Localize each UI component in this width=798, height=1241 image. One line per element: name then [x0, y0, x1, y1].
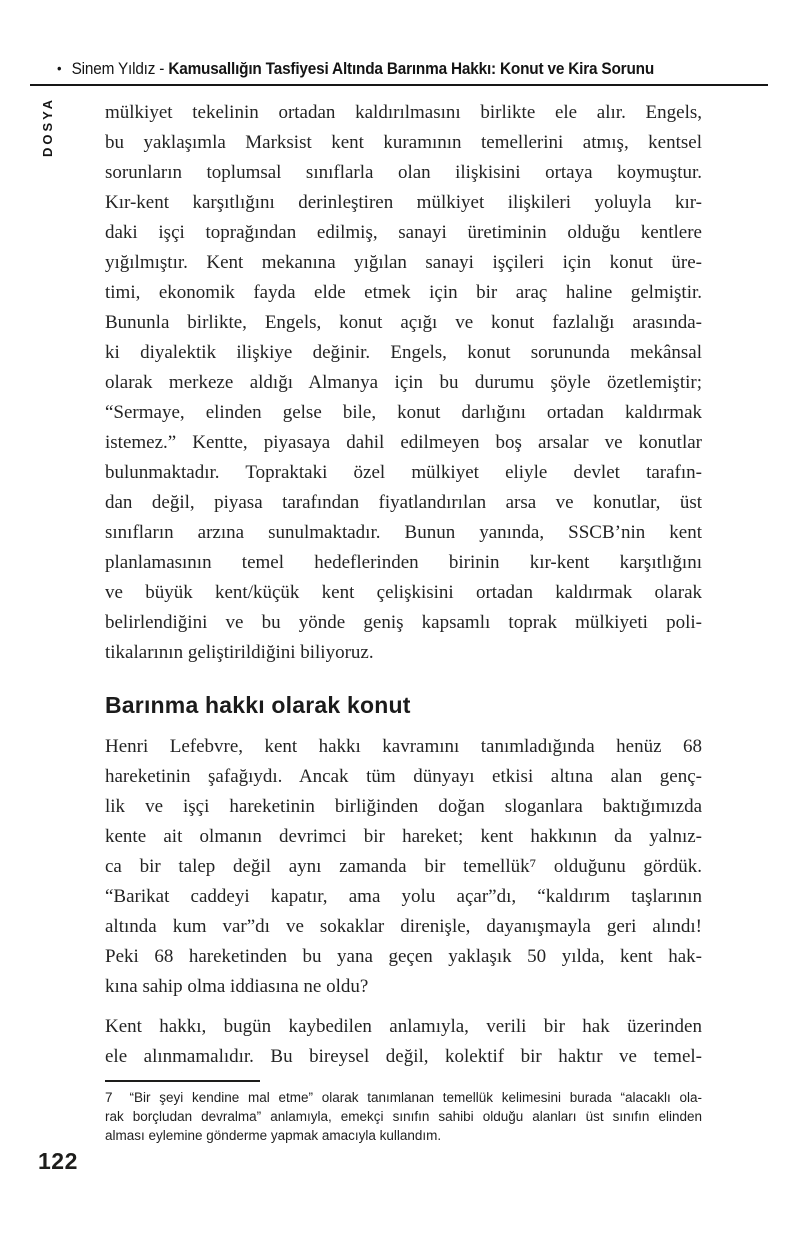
paragraph-engels: [105, 98, 702, 668]
text-line: kente ait olmanın devrimci bir hareket; kent hakkının da yalnız-: [105, 826, 702, 847]
text-line: Kır-kent karşıtlığını derinleştiren mülkiyet ilişkileri yoluyla kır-: [105, 192, 702, 213]
text-line: belirlendiğini ve bu yönde geniş kapsamlı toprak mülkiyeti poli-: [105, 612, 702, 633]
text-line: hareketinin şafağıydı. Ancak tüm dünyayı etkisi altına alan genç-: [105, 766, 702, 787]
footnote-marker: 7: [105, 1090, 113, 1105]
header-article-title: Kamusallığın Tasfiyesi Altında Barınma Hakkı: Konut ve Kira Sorunu: [168, 60, 655, 78]
header-rule: [30, 84, 768, 86]
text-line: sınıfların arzına sunulmaktadır. Bunun yanında, SSCB’nin kent: [105, 522, 702, 543]
text-line: “Barikat caddeyi kapatır, ama yolu açar”dı, “kaldırım taşlarının: [105, 886, 702, 907]
text-line: ki diyalektik ilişkiye değinir. Engels, konut sorununda mekânsal: [105, 342, 702, 363]
text-line: olarak merkeze aldığı Almanya için bu durumu şöyle özetlemiştir;: [105, 372, 702, 393]
text-line: bulunmaktadır. Topraktaki özel mülkiyet eliyle devlet tarafın-: [105, 462, 702, 483]
page-number: 122: [38, 1148, 78, 1174]
header-author: Sinem Yıldız -: [71, 60, 165, 78]
side-label-dosya: DOSYA: [40, 96, 55, 157]
text-line: Bununla birlikte, Engels, konut açığı ve konut fazlalığı arasında-: [105, 312, 702, 333]
text-line: ve büyük kent/küçük kent çelişkisini ortadan kaldırmak olarak: [105, 582, 702, 603]
text-line: Henri Lefebvre, kent hakkı kavramını tanımladığında henüz 68: [105, 736, 702, 757]
text-column: [105, 98, 702, 1145]
text-line: dan değil, piyasa tarafından fiyatlandırılan arsa ve konutlar, üst: [105, 492, 702, 513]
text-line: timi, ekonomik fayda elde etmek için bir araç haline gelmiştir.: [105, 282, 702, 303]
paragraph-kent-hakki: [105, 1012, 702, 1072]
text-line: “Sermaye, elinden gelse bile, konut darlığını ortadan kaldırmak: [105, 402, 702, 423]
paragraph-lefebvre: [105, 732, 702, 1002]
footnote-rule: [105, 1080, 260, 1082]
footnote: [105, 1080, 702, 1145]
text-line: tikalarının geliştirildiğini biliyoruz.: [105, 642, 374, 663]
text-line: altında kum var”dı ve sokaklar direnişle, dayanışmayla geri alındı!: [105, 916, 702, 937]
text-line: daki işçi toprağından edilmiş, sanayi üretiminin olduğu kentlere: [105, 222, 702, 243]
text-line: mülkiyet tekelinin ortadan kaldırılmasını birlikte ele alır. Engels,: [105, 102, 702, 123]
running-header: [57, 60, 727, 79]
section-heading: Barınma hakkı olarak konut: [105, 692, 411, 718]
text-line: planlamasının temel hedeflerinden birinin kır-kent karşıtlığını: [105, 552, 702, 573]
text-line: Peki 68 hareketinden bu yana geçen yaklaşık 50 yılda, kent hak-: [105, 946, 702, 967]
bullet-icon: •: [57, 60, 62, 76]
text-line: istemez.” Kentte, piyasaya dahil edilmeyen boş arsalar ve konutlar: [105, 432, 702, 453]
footnote-line: alması eylemine gönderme yapmak amacıyla kullandım.: [105, 1128, 442, 1143]
text-line: sorunların toplumsal sınıflarla olan ilişkisini ortaya koymuştur.: [105, 162, 702, 183]
text-line: lik ve işçi hareketinin birliğinden doğan sloganlara baktığımızda: [105, 796, 702, 817]
footnote-line: rak borçludan devralma” anlamıyla, emekçi sınıfın sahibi olduğu alanları üst sınıfın elinden: [105, 1109, 702, 1124]
text-line: ele alınmamalıdır. Bu bireysel değil, kolektif bir haktır ve temel-: [105, 1046, 702, 1067]
text-line: bu yaklaşımla Marksist kent kuramının temellerini atmış, kentsel: [105, 132, 702, 153]
text-line: kına sahip olma iddiasına ne oldu?: [105, 976, 369, 997]
text-line: ca bir talep değil aynı zamanda bir temellük⁷ olduğunu gördük.: [105, 856, 702, 877]
footnote-text: “Bir şeyi kendine mal etme” olarak tanımlanan temellük kelimesini burada “alacaklı ola-: [129, 1090, 702, 1105]
footnote-line: [105, 1088, 702, 1107]
text-line: Kent hakkı, bugün kaybedilen anlamıyla, verili bir hak üzerinden: [105, 1016, 702, 1037]
text-line: yığılmıştır. Kent mekanına yığılan sanayi işçileri için konut üre-: [105, 252, 702, 273]
